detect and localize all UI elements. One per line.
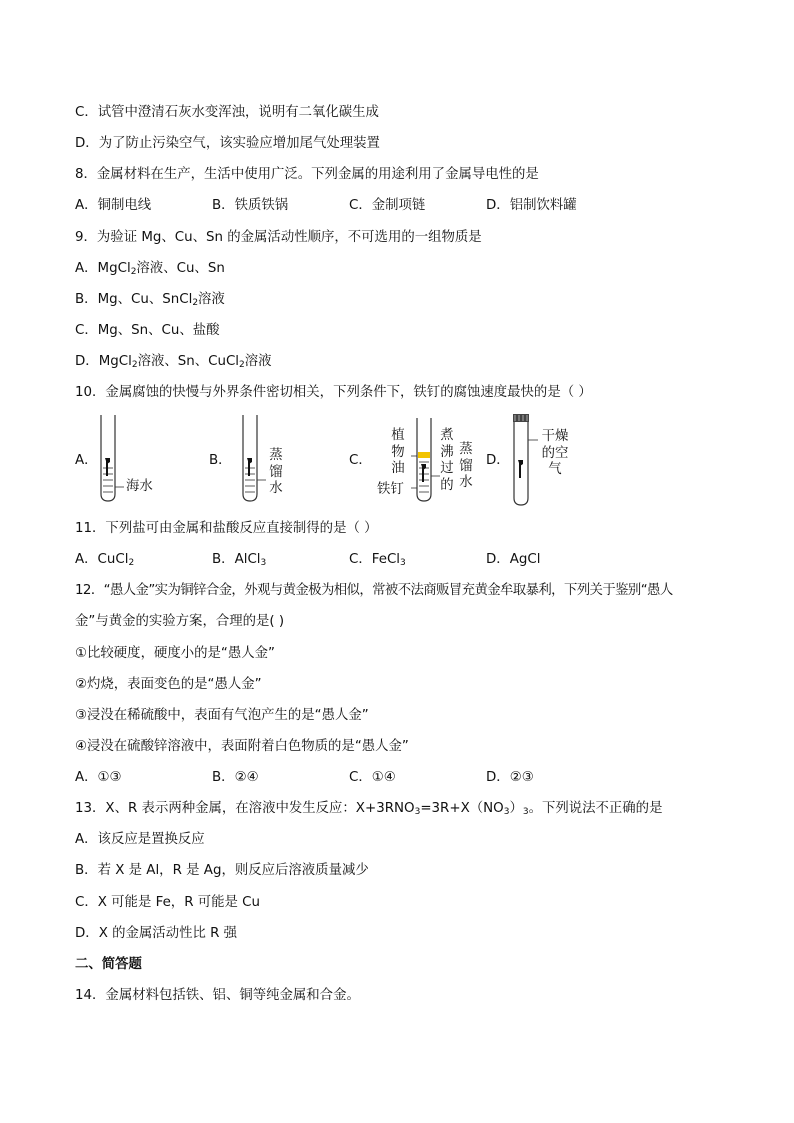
q13-option-d: D．X 的金属活动性比 R 强 [75, 926, 238, 941]
q12-statement-3: ③浸没在稀硫酸中，表面有气泡产生的是“愚人金” [75, 708, 369, 723]
q12-stem-line-2: 金”与黄金的实验方案，合理的是( ) [75, 614, 285, 629]
q10-fig-c-water-label-2: 蒸馏水 [459, 442, 473, 490]
q12-option-d: D．②③ [486, 770, 534, 785]
q8-stem: 8．金属材料在生产，生活中使用广泛。下列金属的用途利用了金属导电性的是 [75, 167, 539, 182]
q10-fig-c-oil-label: 植物油 [391, 428, 405, 476]
q10-fig-d-letter: D． [486, 453, 510, 468]
q11-option-a: A．CuCl$_2$ [75, 552, 135, 568]
q10-fig-a-liquid-label: 海水 [126, 479, 153, 494]
q10-fig-d-air-label: 干燥的空气 [541, 429, 569, 477]
q8-option-d: D．铝制饮料罐 [486, 198, 577, 213]
q11-stem: 11．下列盐可由金属和盐酸反应直接制得的是（ ） [75, 521, 378, 536]
q8-option-b: B．铁质铁锅 [212, 198, 289, 213]
q10-fig-a-letter: A． [75, 453, 98, 468]
q7-option-d: D．为了防止污染空气，该实验应增加尾气处理装置 [75, 136, 380, 151]
q9-stem: 9．为验证 Mg、Cu、Sn 的金属活动性顺序，不可选用的一组物质是 [75, 230, 482, 245]
q10-fig-c-letter: C． [349, 453, 372, 468]
q14-stem: 14．金属材料包括铁、铝、铜等纯金属和合金。 [75, 988, 360, 1003]
q11-option-b: B．AlCl$_3$ [212, 552, 267, 568]
q9-option-c: C．Mg、Sn、Cu、盐酸 [75, 323, 220, 338]
q8-option-c: C．金制项链 [349, 198, 426, 213]
q13-option-c: C．X 可能是 Fe，R 可能是 Cu [75, 895, 261, 910]
q12-statement-2: ②灼烧，表面变色的是“愚人金” [75, 677, 262, 692]
q13-option-b: B．若 X 是 Al，R 是 Ag，则反应后溶液质量减少 [75, 863, 369, 878]
q10-stem: 10．金属腐蚀的快慢与外界条件密切相关，下列条件下，铁钉的腐蚀速度最快的是（ ） [75, 385, 592, 400]
q13-stem: 13．X、R 表示两种金属，在溶液中发生反应：$X+3RNO_3=3R+X(NO_3)_3$。下列说法不正确的是 [75, 801, 663, 817]
q7-option-c: C．试管中澄清石灰水变浑浊，说明有二氧化碳生成 [75, 105, 379, 120]
q12-option-a: A．①③ [75, 770, 122, 785]
q10-fig-c-water-label-1: 煮沸过的 [440, 428, 454, 493]
q12-option-b: B．②④ [212, 770, 259, 785]
q12-statement-4: ④浸没在硫酸锌溶液中，表面附着白色物质的是“愚人金” [75, 739, 409, 754]
q11-option-d: D．AgCl [486, 552, 541, 567]
q9-option-b: B．Mg、Cu、SnCl$_2$溶液 [75, 292, 225, 308]
q9-option-a: A．MgCl$_2$溶液、Cu、Sn [75, 261, 225, 277]
q10-fig-b-letter: B． [209, 453, 232, 468]
q11-option-c: C．FeCl$_3$ [349, 552, 406, 568]
q12-statement-1: ①比较硬度，硬度小的是“愚人金” [75, 646, 275, 661]
q12-stem-line-1: 12．“愚人金”实为铜锌合金，外观与黄金极为相似，常被不法商贩冒充黄金牟取暴利，下列关于鉴别“愚人 [75, 583, 673, 598]
q12-option-c: C．①④ [349, 770, 396, 785]
q13-option-a: A．该反应是置换反应 [75, 832, 205, 847]
q8-option-a: A．铜制电线 [75, 198, 152, 213]
q9-option-d: D．MgCl$_2$溶液、Sn、CuCl$_2$溶液 [75, 354, 272, 370]
q10-fig-b-liquid-label: 蒸馏水 [269, 448, 283, 496]
section-heading: 二、简答题 [75, 957, 142, 972]
q10-fig-c-nail-label: 铁钉 [377, 482, 404, 497]
